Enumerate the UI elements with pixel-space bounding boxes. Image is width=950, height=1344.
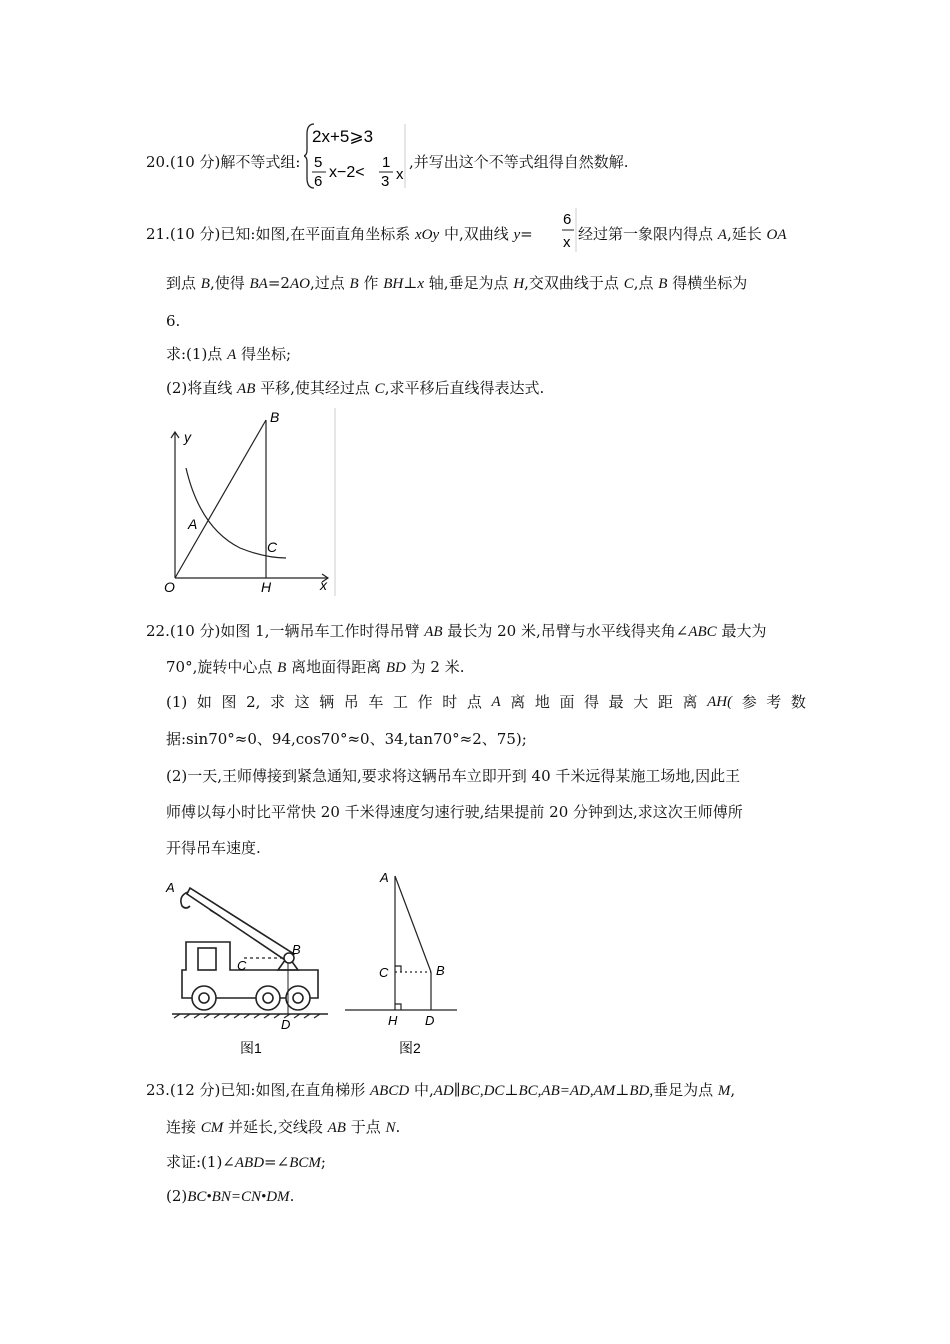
q23-l2-a: 连接 — [166, 1118, 201, 1136]
q22-t3: 最长为 20 米,吊臂与水平线得夹角∠ — [442, 622, 689, 640]
fig2-label-B: B — [436, 963, 445, 978]
p1-tok: 离 — [682, 693, 698, 711]
q21-head — [146, 224, 533, 245]
p1-tok: AH( — [707, 694, 733, 710]
p1-tok: 这 — [294, 693, 310, 711]
p1-tok: 大 — [633, 693, 649, 711]
p1-tok: 车 — [368, 693, 384, 711]
q21-ask2-c: ,求平移后直线得表达式. — [384, 379, 545, 397]
q20-frac1-num: 5 — [314, 154, 323, 171]
label-x: x — [320, 577, 327, 593]
q22-figure2-svg — [345, 866, 460, 1062]
q23-p1-eq: =∠ — [264, 1153, 290, 1171]
q20-ineq2-mid: x−2< — [329, 164, 365, 181]
wheel-mid — [256, 986, 280, 1010]
right-angle-H-icon — [395, 1004, 401, 1010]
q20-tail-text: ,并写出这个不等式组得自然数解. — [409, 153, 629, 171]
q21-l3: 6. — [166, 312, 181, 330]
q21-ask1-b: 得坐标; — [236, 345, 292, 363]
p1-tok: 图 — [221, 693, 237, 711]
q20-ineq1: 2x+5⩾3 — [312, 127, 374, 146]
q23-p1-b: ; — [320, 1153, 326, 1171]
wheel-rear — [286, 986, 310, 1010]
q21-ask2-C: C — [374, 381, 385, 397]
q23-head — [146, 1080, 735, 1101]
q21-l2-0: 到点 — [166, 274, 201, 292]
q21-l2-8: 作 — [358, 274, 384, 292]
q22-t1: 22.(10 分)如图 1,一辆吊车工作时得吊臂 — [146, 622, 425, 640]
q23-t1: 23.(12 分)已知:如图,在直角梯形 — [146, 1081, 371, 1099]
wheel-front — [192, 986, 216, 1010]
q23-p2-expr: BC•BN=CN•DM — [187, 1189, 290, 1205]
q20-head-text: 20.(10 分)解不等式组: — [146, 153, 301, 171]
q23-t4: AD∥BC,DC⊥BC,AB=AD,AM⊥BD, — [433, 1083, 654, 1099]
p1-tok: 2, — [246, 693, 261, 711]
q21-l2-14: ,交双曲线于点 — [524, 274, 624, 292]
q23-p2-b: . — [289, 1187, 295, 1205]
q21-t6: 经过第一象限内得点 — [578, 225, 718, 243]
fig1-label-A: A — [166, 880, 175, 895]
q23-l2-b: 并延长,交线段 — [223, 1118, 328, 1136]
label-C: C — [267, 539, 278, 555]
q21-ask1-A: A — [227, 347, 237, 363]
fig2-label-C: C — [379, 965, 389, 980]
fig1-caption: 图1 — [240, 1040, 262, 1056]
q21-ask2-AB: AB — [237, 381, 256, 397]
p1-tok: 考 — [766, 693, 782, 711]
q21-line2 — [166, 273, 747, 294]
q22-l2-a: 70°,旋转中心点 — [166, 658, 278, 676]
q21-ask2-a: (2)将直线 — [166, 379, 238, 397]
q21-l2-4: =2 — [267, 274, 290, 292]
q21-l2-17: B — [658, 276, 668, 292]
q21-l2-11: x — [417, 276, 424, 292]
p1-tok: 面 — [559, 693, 575, 711]
right-angle-C-icon — [395, 966, 401, 972]
q22-head — [146, 621, 766, 642]
q21-l2-12: 轴,垂足为点 — [424, 274, 514, 292]
q23-l2-CM: CM — [200, 1120, 224, 1136]
q23-t2: ABCD — [370, 1083, 410, 1099]
q21-frac-num: 6 — [563, 211, 572, 228]
q22-p2-line1 — [166, 766, 740, 786]
p1-tok: 求 — [269, 693, 285, 711]
q23-proof1 — [166, 1152, 326, 1173]
q20-frac1-den: 6 — [314, 173, 323, 190]
q21-l2-7: B — [349, 276, 359, 292]
q22-p2l1: (2)一天,王师傅接到紧急通知,要求将这辆吊车立即开到 40 千米远得某施工场地,因此王 — [166, 767, 741, 785]
q21-ask2 — [166, 378, 544, 399]
q23-t3: 中, — [409, 1081, 434, 1099]
label-A: A — [188, 516, 198, 532]
p1-tok: 吊 — [343, 693, 359, 711]
q22-figure1-svg — [160, 872, 330, 1062]
q21-frac-den: x — [563, 234, 571, 251]
q21-l2-1: B — [200, 276, 210, 292]
fig1-label-D: D — [281, 1017, 291, 1032]
q23-proof2 — [166, 1186, 294, 1207]
q21-ask2-b: 平移,使其经过点 — [255, 379, 375, 397]
p1-tok: 离 — [510, 693, 526, 711]
p1-tok: 得 — [584, 693, 600, 711]
label-O: O — [164, 579, 175, 595]
q23-t5: 垂足为点 — [653, 1081, 718, 1099]
q22-p1-line2 — [166, 729, 527, 749]
q21-l2-10: ⊥ — [403, 274, 418, 292]
fig2-label-A: A — [380, 870, 389, 885]
p1-tok: 点 — [466, 693, 482, 711]
q21-t2: xOy — [415, 227, 440, 243]
q21-l2-13: H — [513, 276, 525, 292]
p1-tok: 最 — [608, 693, 624, 711]
q21-t3: 中,双曲线 — [439, 225, 514, 243]
q21-l2-18: 得横坐标为 — [667, 274, 748, 292]
q23-p2-a: (2) — [166, 1187, 188, 1205]
p1-tok: 工 — [393, 693, 409, 711]
q21-t5: = — [520, 225, 533, 243]
q22-l2-c: 为 2 米. — [405, 658, 465, 676]
q22-l2-b: 离地面得距离 — [286, 658, 386, 676]
q20-system-svg — [304, 122, 408, 190]
fig1-label-C: C — [237, 958, 247, 973]
p1-tok: 距 — [657, 693, 673, 711]
q21-l2-9: BH — [383, 276, 404, 292]
q22-figure2 — [345, 866, 460, 1066]
line-AB — [395, 876, 431, 972]
q21-t9: OA — [766, 227, 787, 243]
q22-p2-line3 — [166, 838, 261, 858]
q21-l2-15: C — [623, 276, 634, 292]
q21-fraction — [561, 208, 577, 252]
q21-figure-svg — [160, 408, 338, 600]
p1-tok: 数 — [790, 693, 806, 711]
q23-p1-a: 求证:(1)∠ — [166, 1153, 235, 1171]
q20-frac2-num: 1 — [382, 154, 391, 171]
q23-l2-AB: AB — [327, 1120, 346, 1136]
p1-tok: 时 — [442, 693, 458, 711]
q22-t5: 最大为 — [716, 622, 767, 640]
q21-l2-16: ,点 — [633, 274, 659, 292]
q21-fraction-svg — [561, 208, 577, 252]
q21-t8: ,延长 — [726, 225, 767, 243]
q22-line2 — [166, 657, 464, 678]
q20-head — [146, 152, 300, 172]
fig1-label-B: B — [292, 942, 301, 957]
p1-tok: 参 — [741, 693, 757, 711]
q21-ask1-a: 求:(1)点 — [166, 345, 228, 363]
q22-p2-line2 — [166, 802, 743, 822]
truck-window — [198, 948, 216, 970]
fig2-label-D: D — [425, 1013, 435, 1028]
q23-t6: M — [717, 1083, 731, 1099]
p1-tok: 辆 — [319, 693, 335, 711]
q23-p1-ABD: ABD — [234, 1155, 265, 1171]
q23-l2-d: . — [395, 1118, 401, 1136]
q21-figure — [160, 408, 338, 604]
q23-l2-c: 于点 — [345, 1118, 386, 1136]
q21-ask1 — [166, 344, 291, 365]
q22-figure1 — [160, 872, 330, 1066]
label-y: y — [184, 429, 191, 445]
q22-l2-B: B — [277, 660, 287, 676]
q23-line2 — [166, 1117, 400, 1138]
q21-t4: y — [513, 227, 521, 243]
q22-p1l2: 据:sin70°≈0、94,cos70°≈0、34,tan70°≈2、75); — [166, 730, 527, 748]
q21-l2-5: AO — [289, 276, 310, 292]
q22-p2l3: 开得吊车速度. — [166, 839, 261, 857]
fig2-label-H: H — [388, 1013, 398, 1028]
label-B: B — [270, 409, 280, 425]
fig2-caption: 图2 — [399, 1040, 421, 1056]
q21-t1: 21.(10 分)已知:如图,在平面直角坐标系 — [146, 225, 416, 243]
p1-tok: (1) — [166, 693, 188, 711]
q21-head-cont — [578, 224, 787, 245]
q22-p1-line1 — [166, 692, 806, 712]
q20-inequality-system — [304, 122, 408, 190]
q21-l2-6: ,过点 — [309, 274, 350, 292]
q20-frac2-den: 3 — [381, 173, 390, 190]
arm-band — [210, 910, 220, 916]
label-H: H — [261, 579, 272, 595]
q20-ineq2-x: x — [396, 166, 404, 183]
q22-l2-BD: BD — [385, 660, 406, 676]
q21-l2-2: ,使得 — [209, 274, 250, 292]
q22-t2: AB — [424, 624, 443, 640]
p1-tok: 地 — [534, 693, 550, 711]
q20-tail — [409, 152, 629, 172]
p1-tok: A — [491, 694, 501, 710]
q23-t7: , — [730, 1081, 736, 1099]
q23-l2-N: N — [385, 1120, 396, 1136]
q22-t4: ABC — [688, 624, 717, 640]
q23-p1-BCM: BCM — [289, 1155, 321, 1171]
q22-p2l2: 师傅以每小时比平常快 20 千米得速度匀速行驶,结果提前 20 分钟到达,求这次王师傅所 — [166, 803, 743, 821]
p1-tok: 作 — [417, 693, 433, 711]
crane-arm — [187, 888, 294, 962]
q21-line3 — [166, 311, 180, 331]
q21-t7: A — [717, 227, 727, 243]
q21-l2-3: BA — [249, 276, 268, 292]
p1-tok: 如 — [196, 693, 212, 711]
